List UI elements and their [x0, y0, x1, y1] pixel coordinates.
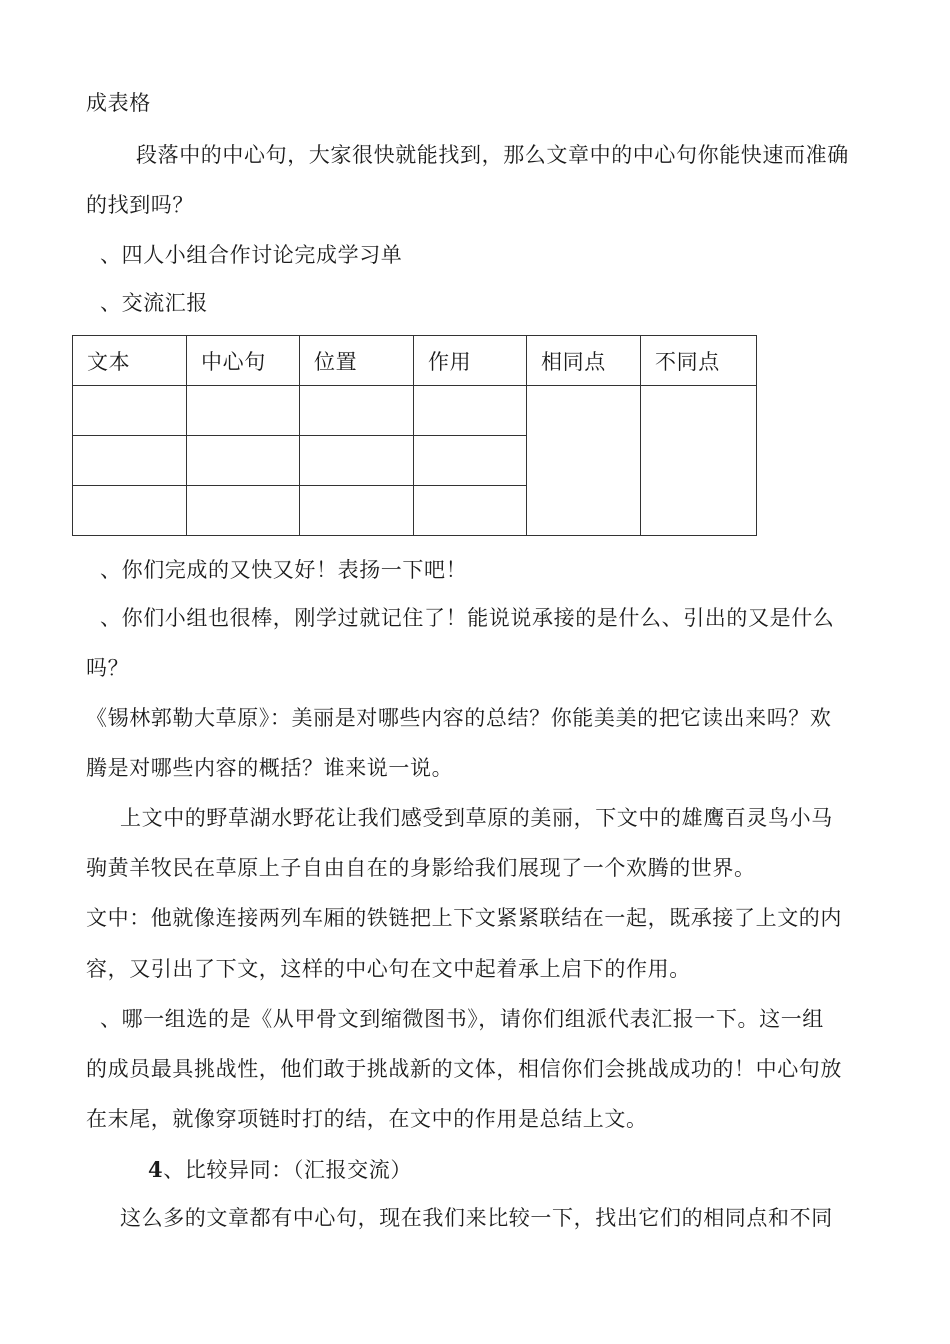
line-p10c: 在末尾，就像穿项链时打的结，在文中的作用是总结上文。: [86, 1107, 648, 1131]
section-heading-text: 、比较异同：（汇报交流）: [163, 1158, 412, 1182]
table-cell: [414, 486, 527, 536]
line-p10b: 的成员最具挑战性，他们敢于挑战新的文体，相信你们会挑战成功的！中心句放: [86, 1057, 842, 1081]
table-cell-merged: [641, 386, 757, 536]
line-p5: 、你们完成的又快又好！表扬一下吧！: [100, 558, 468, 582]
table-cell: [414, 386, 527, 436]
table-header-cell: 中心句: [187, 336, 300, 386]
line-p6b: 吗？: [86, 656, 130, 680]
line-p8b: 驹黄羊牧民在草原上子自由自在的身影给我们展现了一个欢腾的世界。: [86, 856, 756, 880]
line-p2b: 的找到吗？: [86, 193, 194, 217]
table-cell-merged: [527, 386, 641, 536]
line-p7a: 《锡林郭勒大草原》：美丽是对哪些内容的总结？你能美美的把它读出来吗？欢: [86, 706, 832, 730]
table-cell: [300, 386, 414, 436]
table-cell: [73, 486, 187, 536]
table-cell: [300, 436, 414, 486]
line-p10a: 、哪一组选的是《从甲骨文到缩微图书》，请你们组派代表汇报一下。这一组: [100, 1007, 824, 1031]
table-row: [73, 386, 757, 436]
line-p2a: 段落中的中心句，大家很快就能找到，那么文章中的中心句你能快速而准确: [136, 143, 849, 167]
line-p6a: 、你们小组也很棒，刚学过就记住了！能说说承接的是什么、引出的又是什么: [100, 606, 835, 630]
section-number: 4: [148, 1157, 164, 1182]
table-cell: [187, 436, 300, 486]
table-cell: [187, 386, 300, 436]
comparison-table: [72, 335, 757, 536]
table-cell: [73, 436, 187, 486]
line-p1: 成表格: [86, 91, 151, 115]
table-header-cell: 不同点: [641, 336, 757, 386]
line-p12: 这么多的文章都有中心句，现在我们来比较一下，找出它们的相同点和不同: [120, 1206, 833, 1230]
table-header-cell: 位置: [300, 336, 414, 386]
line-p8a: 上文中的野草湖水野花让我们感受到草原的美丽，下文中的雄鹰百灵鸟小马: [120, 806, 833, 830]
table-cell: [300, 486, 414, 536]
line-p3: 、四人小组合作讨论完成学习单: [100, 243, 403, 267]
table-header-row: [73, 336, 757, 386]
line-p4: 、交流汇报: [100, 291, 208, 315]
line-p9b: 容，又引出了下文，这样的中心句在文中起着承上启下的作用。: [86, 957, 691, 981]
table-header-cell: 相同点: [527, 336, 641, 386]
table-cell: [187, 486, 300, 536]
table-cell: [73, 386, 187, 436]
section-heading-4: [148, 1156, 412, 1184]
table-cell: [414, 436, 527, 486]
table-header-cell: 文本: [73, 336, 187, 386]
line-p7b: 腾是对哪些内容的概括？谁来说一说。: [86, 756, 454, 780]
line-p9a: 文中：他就像连接两列车厢的铁链把上下文紧紧联结在一起，既承接了上文的内: [86, 906, 842, 930]
table-header-cell: 作用: [414, 336, 527, 386]
